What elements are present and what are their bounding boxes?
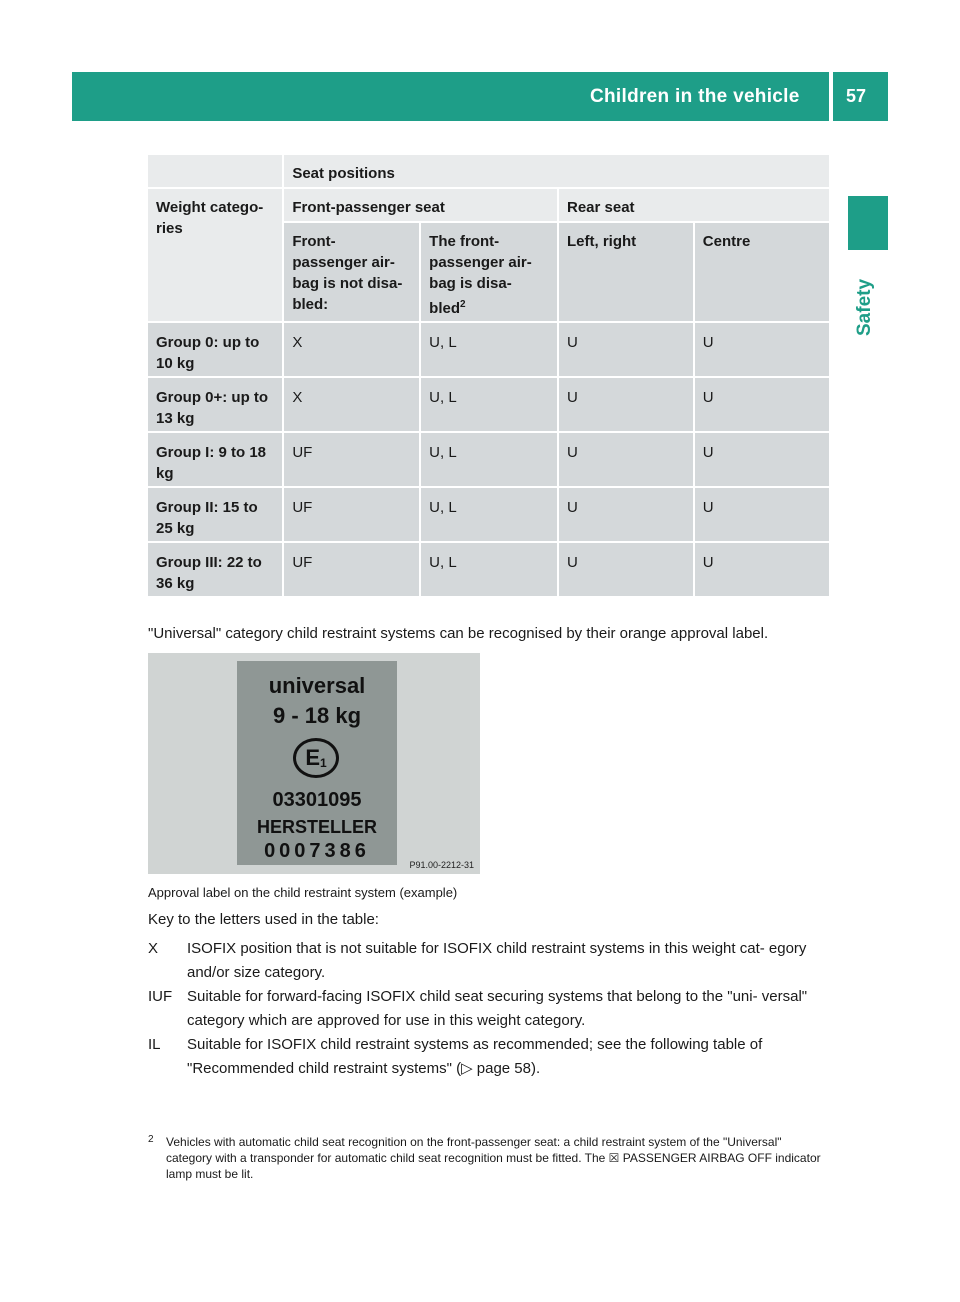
key-code: IL — [148, 1036, 161, 1053]
table-cell: U — [695, 433, 829, 486]
seat-positions-header: Seat positions — [284, 155, 829, 187]
approval-label — [237, 661, 397, 865]
key-text: Suitable for forward-facing ISOFIX child seat securing systems that belong to the "uni- versal" category which are approved for use in this weight category. — [187, 988, 808, 1029]
table-cell: U, L — [421, 323, 557, 376]
section-title: Children in the vehicle — [590, 86, 800, 107]
group-label: Group 0: up to 10 kg — [148, 323, 282, 376]
table-cell: X — [284, 378, 419, 431]
key-intro: Key to the letters used in the table: — [148, 911, 379, 928]
airbag-enabled-header: Front- passenger air- bag is not disa- bled: — [284, 223, 419, 321]
key-item — [148, 985, 838, 1033]
table-cell: U — [559, 488, 693, 541]
label-approval-number: 03301095 — [272, 789, 362, 811]
e-mark-letter: E — [305, 745, 320, 770]
table-cell: U — [559, 323, 693, 376]
label-manufacturer: HERSTELLER — [256, 817, 377, 837]
universal-paragraph: "Universal" category child restraint systems can be recognised by their orange approval label. — [148, 625, 769, 642]
left-right-header: Left, right — [559, 223, 693, 321]
table-cell: U — [695, 543, 829, 596]
table-cell: U, L — [421, 543, 557, 596]
table-cell: U — [559, 433, 693, 486]
table-cell: UF — [284, 543, 419, 596]
table-cell: U, L — [421, 488, 557, 541]
table-cell: U — [559, 543, 693, 596]
footnote-ref: 2 — [460, 299, 466, 310]
airbag-disabled-header — [421, 223, 557, 321]
key-text: ISOFIX position that is not suitable for ISOFIX child restraint systems in this weight cat- egory and/or size category. — [187, 940, 807, 981]
table-cell: X — [284, 323, 419, 376]
label-serial: 0007386 — [264, 840, 370, 862]
footnote-number: 2 — [148, 1134, 154, 1145]
table-cell: UF — [284, 433, 419, 486]
side-tab-label: Safety — [854, 278, 875, 336]
front-seat-header: Front-passenger seat — [284, 189, 557, 221]
airbag-disabled-text: The front- passenger air- bag is disa- bled — [429, 233, 532, 317]
table-cell: U — [695, 323, 829, 376]
table-cell: UF — [284, 488, 419, 541]
seat-table — [146, 153, 831, 598]
page-number: 57 — [846, 86, 867, 106]
label-weight: 9 - 18 kg — [272, 703, 362, 728]
side-tab-block — [848, 196, 888, 250]
weight-categories-header: Weight catego- ries — [148, 189, 282, 321]
approval-label-image — [148, 653, 480, 874]
group-label: Group II: 15 to 25 kg — [148, 488, 282, 541]
table-cell: U, L — [421, 378, 557, 431]
e-mark-icon — [293, 738, 339, 778]
rear-seat-header: Rear seat — [559, 189, 829, 221]
key-item — [148, 937, 838, 985]
label-universal: universal — [268, 673, 366, 698]
footnote — [148, 1134, 828, 1182]
footnote-text: Vehicles with automatic child seat recognition on the front-passenger seat: a child restraint system of the "Universal" category with a transponder for automatic child seat recognition must be fitted. The ☒ PASSENGER AIRBAG OFF indicator lamp must be lit. — [166, 1135, 821, 1181]
image-code: P91.00-2212-31 — [409, 860, 474, 870]
side-tab — [850, 262, 890, 342]
group-label: Group III: 22 to 36 kg — [148, 543, 282, 596]
group-label: Group 0+: up to 13 kg — [148, 378, 282, 431]
table-cell: U — [695, 488, 829, 541]
table-cell: U — [695, 378, 829, 431]
header-separator — [829, 72, 833, 121]
key-text: Suitable for ISOFIX child restraint systems as recommended; see the following table of "Recommended child restraint systems" (▷ page 58). — [187, 1036, 763, 1077]
table-cell: U — [559, 378, 693, 431]
table-cell: U, L — [421, 433, 557, 486]
image-caption: Approval label on the child restraint system (example) — [148, 885, 458, 900]
key-item — [148, 1033, 838, 1081]
group-label: Group I: 9 to 18 kg — [148, 433, 282, 486]
key-code: IUF — [148, 988, 173, 1005]
e-mark-number: 1 — [320, 756, 327, 770]
key-code: X — [148, 940, 159, 957]
table-corner-cell — [148, 155, 282, 187]
centre-header: Centre — [695, 223, 829, 321]
